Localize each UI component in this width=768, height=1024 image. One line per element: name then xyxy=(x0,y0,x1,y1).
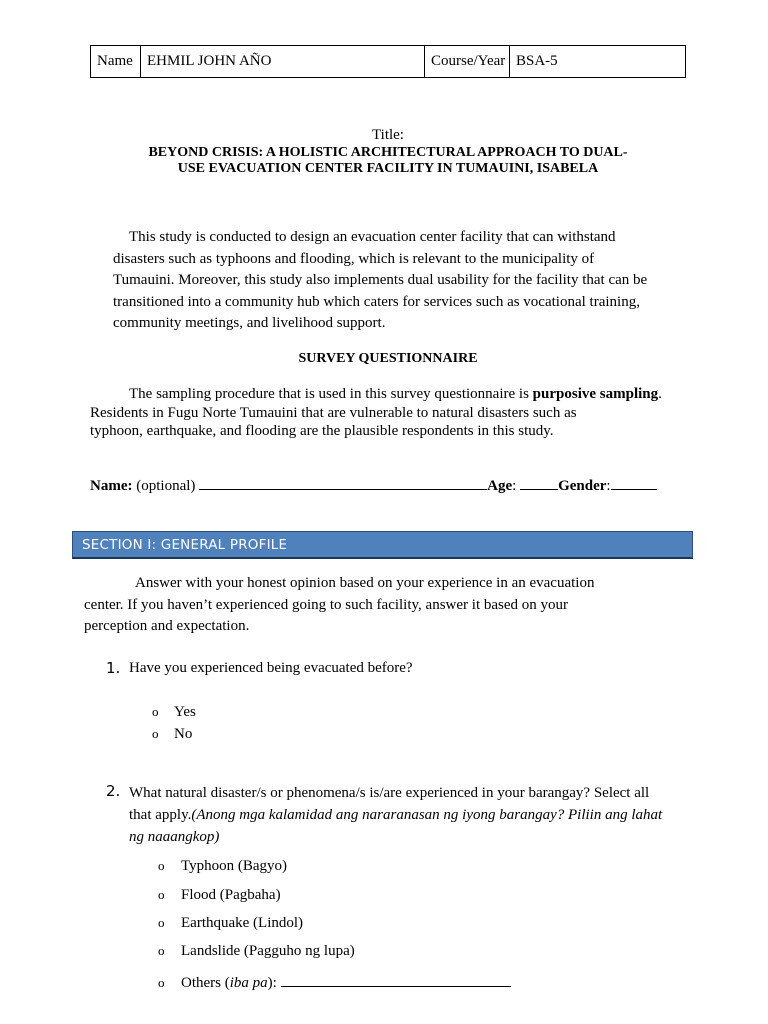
others-label-end: ): xyxy=(267,975,277,991)
intro-line: Tumauini. Moreover, this study also implements dual usability for the facility that can be xyxy=(113,272,648,288)
intro-paragraph xyxy=(113,227,659,335)
others-blank[interactable] xyxy=(281,972,511,987)
others-label: Others ( xyxy=(181,975,230,991)
section-1-instructions xyxy=(84,573,644,638)
title-line-2: USE EVACUATION CENTER FACILITY IN TUMAUINI, ISABELA xyxy=(177,161,599,176)
option-landslide: Landslide (Pagguho ng lupa) xyxy=(181,943,355,959)
sampling-line-1 xyxy=(129,386,662,403)
intro-line: transitioned into a community hub which caters for services such as vocational training, xyxy=(113,293,640,310)
instruction-line: Answer with your honest opinion based on your experience in an evacuation xyxy=(135,575,595,591)
question-2-line-2: that apply. xyxy=(129,807,192,823)
bullet-icon: o xyxy=(158,943,165,958)
question-2-text xyxy=(129,782,689,848)
survey-heading: SURVEY QUESTIONNAIRE xyxy=(298,351,478,366)
age-blank[interactable] xyxy=(520,475,558,490)
respondent-info-line: Name: (optional) Age: Gender: xyxy=(90,475,670,495)
question-2-line-1: What natural disaster/s or phenomena/s is/are experienced in your barangay? Select all xyxy=(129,785,650,801)
bullet-icon: o xyxy=(152,726,159,741)
bullet-icon: o xyxy=(158,915,165,930)
intro-line: This study is conducted to design an evacuation center facility that can withstand xyxy=(129,229,616,245)
sampling-period: . xyxy=(658,386,662,402)
sampling-line-2: Residents in Fugu Norte Tumauini that are vulnerable to natural disasters such as xyxy=(90,405,577,421)
intro-line: disasters such as typhoons and flooding, which is relevant to the municipality of xyxy=(113,250,595,267)
sampling-method: purposive sampling xyxy=(532,386,659,402)
name-label-cell: Name xyxy=(91,46,141,77)
question-2-translation: (Anong mga kalamidad ang nararanasan ng iyong barangay? Piliin ang lahat xyxy=(191,807,663,823)
gender-blank[interactable] xyxy=(611,475,657,490)
option-others xyxy=(181,972,511,994)
others-translation: iba pa xyxy=(229,975,268,991)
option-row[interactable] xyxy=(158,912,304,934)
title-label: Title: xyxy=(372,127,404,143)
bullet-icon: o xyxy=(158,887,165,902)
intro-line: community meetings, and livelihood support. xyxy=(113,315,386,331)
bullet-icon: o xyxy=(158,858,165,873)
option-row[interactable] xyxy=(158,940,355,962)
bullet-icon: o xyxy=(152,704,159,719)
name-blank[interactable] xyxy=(199,475,487,490)
option-row[interactable] xyxy=(158,972,277,994)
course-value-cell: BSA-5 xyxy=(516,53,558,69)
name-field-hint: (optional) xyxy=(132,478,200,494)
age-field-label: Age xyxy=(487,478,513,494)
option-row[interactable] xyxy=(158,884,281,906)
option-yes: Yes xyxy=(174,704,196,720)
title-line-1: BEYOND CRISIS: A HOLISTIC ARCHITECTURAL APPROACH TO DUAL- xyxy=(148,145,628,160)
instruction-line: center. If you haven’t experienced going to such facility, answer it based on your xyxy=(84,596,569,613)
name-field-label: Name: xyxy=(90,478,133,494)
course-label-cell: Course/Year xyxy=(425,46,510,77)
option-earthquake: Earthquake (Lindol) xyxy=(181,915,304,931)
name-value-cell: EHMIL JOHN AÑO xyxy=(141,46,425,77)
option-no: No xyxy=(174,726,193,742)
instruction-line: perception and expectation. xyxy=(84,618,250,634)
gender-field-label: Gender xyxy=(558,478,607,494)
sampling-text: The sampling procedure that is used in this survey questionnaire is xyxy=(129,386,533,402)
question-1-number: 1. xyxy=(106,659,121,677)
question-1-text: Have you experienced being evacuated before? xyxy=(129,660,413,676)
option-typhoon: Typhoon (Bagyo) xyxy=(181,858,288,874)
option-row[interactable] xyxy=(152,723,193,745)
option-row[interactable] xyxy=(152,701,196,723)
section-1-header: SECTION I: GENERAL PROFILE xyxy=(72,531,693,559)
student-info-table xyxy=(90,45,686,78)
question-2-translation-end: ng naaangkop) xyxy=(129,829,220,845)
bullet-icon: o xyxy=(158,975,165,990)
sampling-line-3: typhoon, earthquake, and flooding are the plausible respondents in this study. xyxy=(90,423,554,439)
option-row[interactable] xyxy=(158,855,288,877)
question-2-number: 2. xyxy=(106,782,121,800)
option-flood: Flood (Pagbaha) xyxy=(181,887,281,903)
